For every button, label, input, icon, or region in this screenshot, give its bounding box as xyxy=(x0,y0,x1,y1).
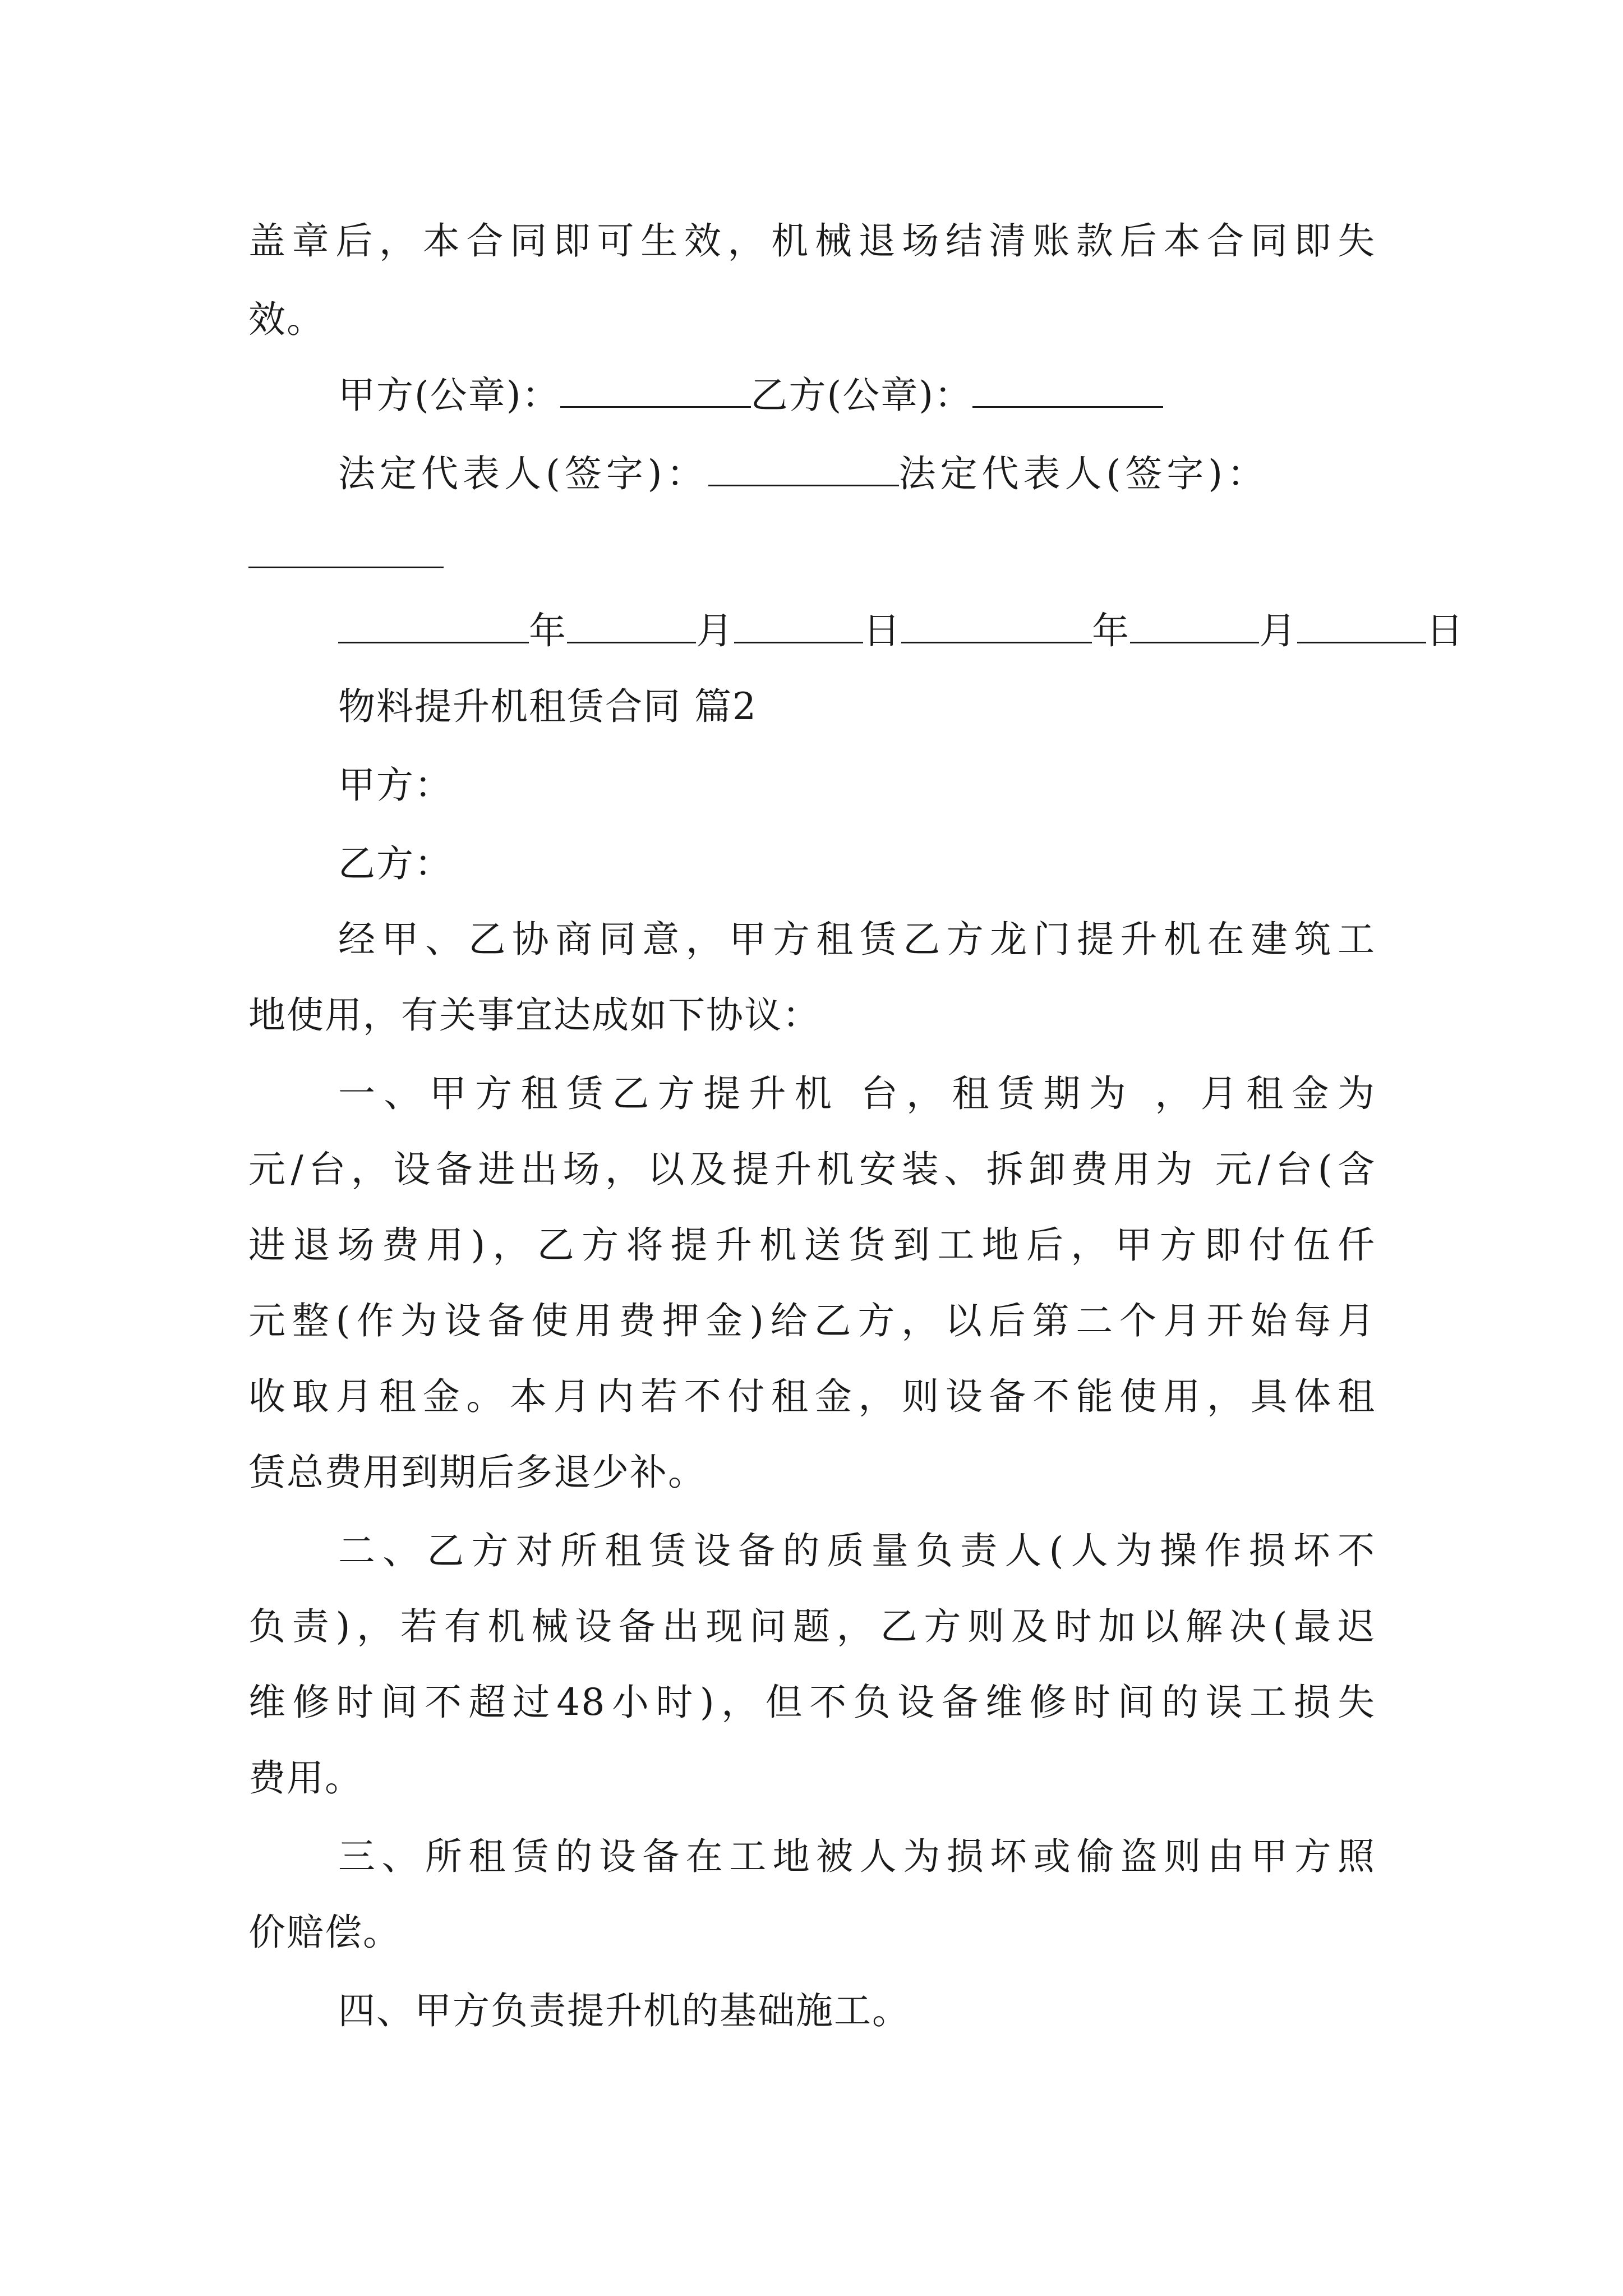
month-blank-b[interactable] xyxy=(1130,608,1259,643)
party-b-label: 乙方： xyxy=(338,842,453,885)
seal-line xyxy=(338,370,1163,421)
legal-rep-line xyxy=(338,449,1269,499)
clause-1-line: 赁总费用到期后多退少补。 xyxy=(248,1451,706,1494)
year-label: 年 xyxy=(1092,609,1130,652)
clause-2-line: 负责)，若有机械设备出现问题，乙方则及时加以解决(最迟 xyxy=(248,1605,1376,1648)
party-b-seal-label: 乙方(公章)： xyxy=(750,374,972,417)
legal-rep-b-label: 法定代表人(签字)： xyxy=(898,452,1269,495)
intro-line: 地使用，有关事宜达成如下协议： xyxy=(248,993,820,1037)
clause-1-line: 一、甲方租赁乙方提升机 台，租赁期为 ，月租金为 xyxy=(338,1072,1376,1115)
legal-rep-a-blank[interactable] xyxy=(708,451,899,486)
day-blank-b[interactable] xyxy=(1297,608,1426,643)
clause-1-line: 进退场费用)，乙方将提升机送货到工地后，甲方即付伍仟 xyxy=(248,1223,1376,1267)
year-label: 年 xyxy=(529,609,567,652)
clause-3-line: 价赔偿。 xyxy=(248,1911,401,1954)
party-a-seal-label: 甲方(公章)： xyxy=(338,374,560,417)
party-b-seal-blank[interactable] xyxy=(972,372,1163,408)
month-label: 月 xyxy=(696,609,734,652)
month-label: 月 xyxy=(1259,609,1297,652)
legal-rep-a-label: 法定代表人(签字)： xyxy=(338,452,708,495)
clause-2-line: 费用。 xyxy=(248,1756,363,1800)
clause-4-line: 四、甲方负责提升机的基础施工。 xyxy=(338,1989,910,2032)
year-blank-b[interactable] xyxy=(901,608,1092,643)
party-a-label: 甲方： xyxy=(338,763,453,807)
day-blank-a[interactable] xyxy=(734,608,863,643)
paragraph-line: 效。 xyxy=(248,298,325,341)
clause-1-line: 收取月租金。本月内若不付租金，则设备不能使用，具体租 xyxy=(248,1375,1376,1418)
month-blank-a[interactable] xyxy=(567,608,696,643)
clause-1-line: 元整(作为设备使用费押金)给乙方，以后第二个月开始每月 xyxy=(248,1299,1376,1342)
day-label: 日 xyxy=(863,609,901,652)
clause-2-line: 维修时间不超过48小时)，但不负设备维修时间的误工损失 xyxy=(248,1681,1376,1724)
day-label: 日 xyxy=(1426,609,1464,652)
intro-line: 经甲、乙协商同意，甲方租赁乙方龙门提升机在建筑工 xyxy=(338,918,1376,961)
legal-rep-b-blank[interactable] xyxy=(248,567,444,568)
clause-2-line: 二、乙方对所租赁设备的质量负责人(人为操作损坏不 xyxy=(338,1529,1376,1572)
clause-3-line: 三、所租赁的设备在工地被人为损坏或偷盗则由甲方照 xyxy=(338,1835,1376,1878)
party-a-seal-blank[interactable] xyxy=(560,372,751,408)
date-line xyxy=(338,606,1464,656)
clause-1-line: 元/台，设备进出场，以及提升机安装、拆卸费用为 元/台(含 xyxy=(248,1148,1376,1191)
section-title: 物料提升机租赁合同 篇2 xyxy=(338,685,757,728)
paragraph-line: 盖章后，本合同即可生效，机械退场结清账款后本合同即失 xyxy=(248,219,1376,263)
year-blank-a[interactable] xyxy=(338,608,529,643)
